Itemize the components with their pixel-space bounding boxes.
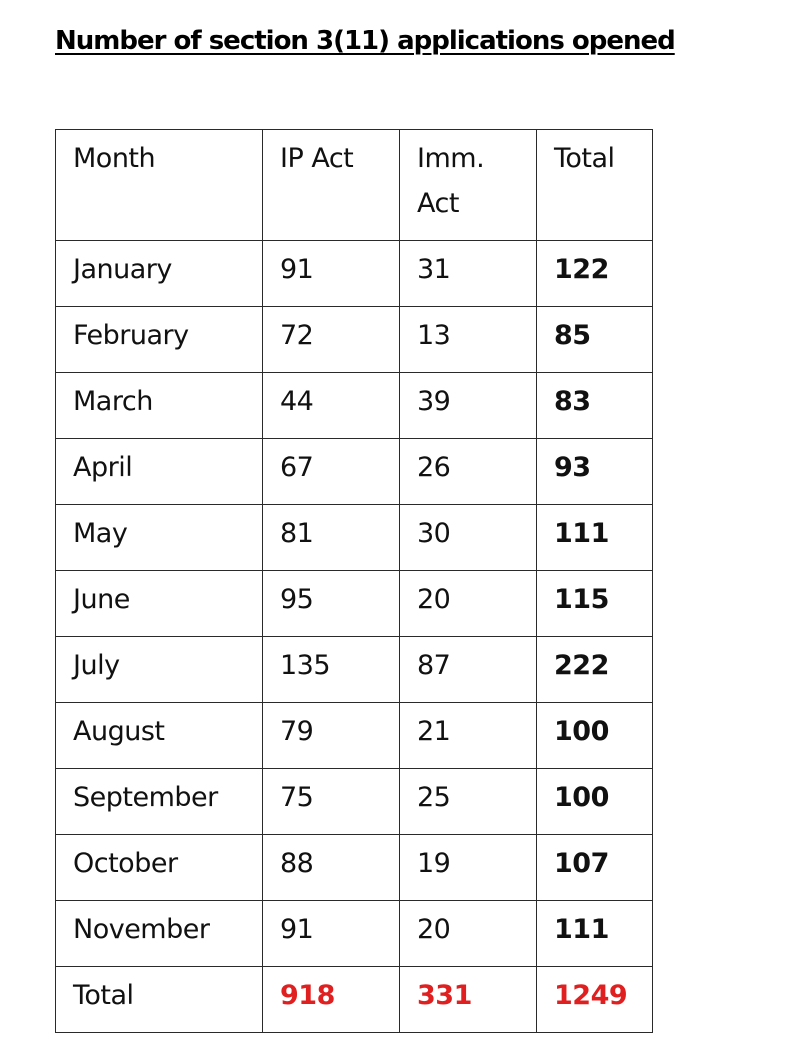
cell-ip-act: 79 xyxy=(263,703,400,769)
table-row xyxy=(56,637,653,703)
cell-month: July xyxy=(56,637,263,703)
cell-imm-act: 31 xyxy=(400,241,537,307)
cell-month: September xyxy=(56,769,263,835)
cell-total: 122 xyxy=(537,241,653,307)
cell-imm-act: 39 xyxy=(400,373,537,439)
table-row xyxy=(56,571,653,637)
table-row xyxy=(56,241,653,307)
cell-month: November xyxy=(56,901,263,967)
table-row xyxy=(56,439,653,505)
cell-imm-act: 87 xyxy=(400,637,537,703)
cell-ip-act: 44 xyxy=(263,373,400,439)
cell-month: May xyxy=(56,505,263,571)
table-row xyxy=(56,373,653,439)
totals-total: 1249 xyxy=(537,967,653,1033)
cell-month: February xyxy=(56,307,263,373)
cell-imm-act: 26 xyxy=(400,439,537,505)
cell-month: June xyxy=(56,571,263,637)
totals-label: Total xyxy=(56,967,263,1033)
cell-ip-act: 67 xyxy=(263,439,400,505)
header-imm-act-line2: Act xyxy=(417,188,459,219)
applications-table xyxy=(55,129,653,1033)
cell-ip-act: 81 xyxy=(263,505,400,571)
page-title: Number of section 3(11) applications opened xyxy=(55,26,675,56)
header-month: Month xyxy=(56,130,263,241)
table-row xyxy=(56,901,653,967)
cell-total: 100 xyxy=(537,703,653,769)
cell-month: March xyxy=(56,373,263,439)
totals-ip-act: 918 xyxy=(263,967,400,1033)
cell-total: 85 xyxy=(537,307,653,373)
cell-imm-act: 21 xyxy=(400,703,537,769)
cell-total: 111 xyxy=(537,505,653,571)
table-row xyxy=(56,769,653,835)
table-totals-row xyxy=(56,967,653,1033)
cell-month: August xyxy=(56,703,263,769)
cell-month: January xyxy=(56,241,263,307)
table-row xyxy=(56,835,653,901)
cell-ip-act: 88 xyxy=(263,835,400,901)
header-imm-act-line1: Imm. xyxy=(417,143,485,174)
cell-total: 111 xyxy=(537,901,653,967)
cell-month: October xyxy=(56,835,263,901)
header-total: Total xyxy=(537,130,653,241)
table-row xyxy=(56,307,653,373)
cell-total: 107 xyxy=(537,835,653,901)
cell-ip-act: 95 xyxy=(263,571,400,637)
cell-imm-act: 30 xyxy=(400,505,537,571)
cell-total: 100 xyxy=(537,769,653,835)
cell-imm-act: 20 xyxy=(400,901,537,967)
totals-imm-act: 331 xyxy=(400,967,537,1033)
table-row xyxy=(56,505,653,571)
cell-total: 115 xyxy=(537,571,653,637)
header-imm-act xyxy=(400,130,537,241)
cell-total: 93 xyxy=(537,439,653,505)
table-row xyxy=(56,703,653,769)
cell-total: 83 xyxy=(537,373,653,439)
header-ip-act: IP Act xyxy=(263,130,400,241)
cell-ip-act: 135 xyxy=(263,637,400,703)
table-header-row xyxy=(56,130,653,241)
cell-ip-act: 75 xyxy=(263,769,400,835)
cell-ip-act: 91 xyxy=(263,901,400,967)
cell-imm-act: 20 xyxy=(400,571,537,637)
cell-imm-act: 13 xyxy=(400,307,537,373)
cell-ip-act: 91 xyxy=(263,241,400,307)
cell-imm-act: 25 xyxy=(400,769,537,835)
cell-ip-act: 72 xyxy=(263,307,400,373)
cell-total: 222 xyxy=(537,637,653,703)
cell-month: April xyxy=(56,439,263,505)
cell-imm-act: 19 xyxy=(400,835,537,901)
